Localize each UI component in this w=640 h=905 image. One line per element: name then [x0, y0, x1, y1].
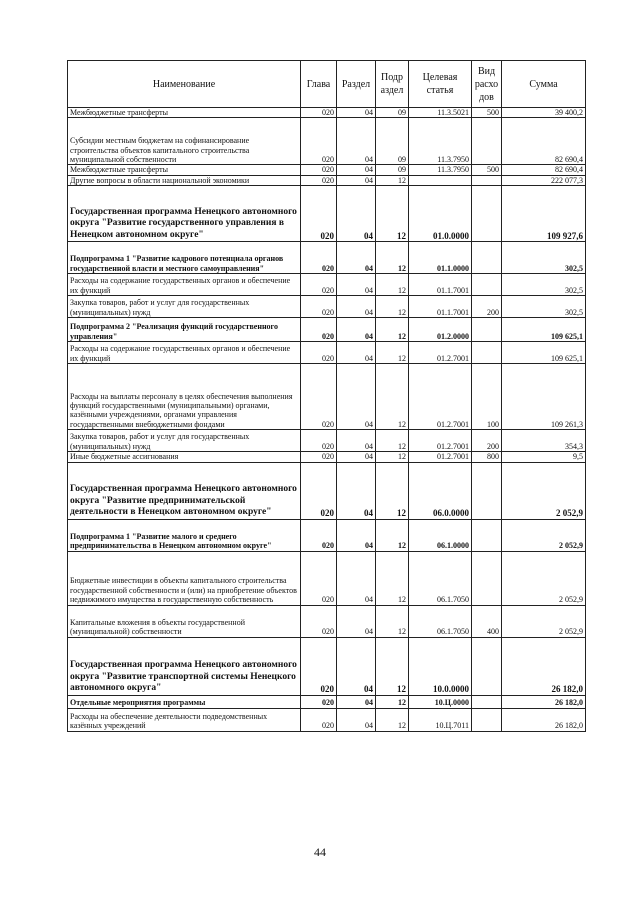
budget-table-container: [67, 60, 585, 732]
cell-chapter: 020: [301, 637, 337, 695]
cell-target: 06.1.0000: [409, 519, 472, 551]
cell-sum: 39 400,2: [502, 108, 586, 118]
cell-chapter: 020: [301, 342, 337, 364]
cell-kind: 800: [472, 452, 502, 462]
cell-name: Расходы на содержание государственных органов и обеспечение их функций: [68, 342, 301, 364]
cell-target: 01.2.0000: [409, 318, 472, 342]
cell-chapter: 020: [301, 708, 337, 731]
cell-subsection: 12: [376, 452, 409, 462]
cell-section: 04: [337, 108, 376, 118]
cell-sum: 2 052,9: [502, 462, 586, 519]
cell-name: Государственная программа Ненецкого автономного округа "Развитие предпринимательской деятельности в Ненецком автономном округе": [68, 462, 301, 519]
cell-subsection: 12: [376, 637, 409, 695]
cell-section: 04: [337, 242, 376, 274]
cell-name: Бюджетные инвестиции в объекты капитального строительства государственной собственности и (или) на приобретение объектов недвижимого имущества в государственную собственность: [68, 551, 301, 605]
cell-target: 10.Ц.7011: [409, 708, 472, 731]
table-row: [68, 318, 586, 342]
cell-name: Подпрограмма 2 "Реализация функций государственного управления": [68, 318, 301, 342]
cell-section: 04: [337, 186, 376, 242]
cell-target: 01.1.0000: [409, 242, 472, 274]
cell-kind: [472, 708, 502, 731]
cell-target: 11.3.7950: [409, 165, 472, 175]
cell-target: 10.Ц.0000: [409, 695, 472, 708]
cell-name: Расходы на содержание государственных органов и обеспечение их функций: [68, 274, 301, 296]
cell-section: 04: [337, 165, 376, 175]
cell-chapter: 020: [301, 605, 337, 637]
cell-target: 01.2.7001: [409, 364, 472, 430]
cell-chapter: 020: [301, 175, 337, 185]
cell-subsection: 12: [376, 430, 409, 452]
table-row: [68, 695, 586, 708]
table-row: [68, 274, 586, 296]
cell-sum: 82 690,4: [502, 118, 586, 165]
cell-section: 04: [337, 637, 376, 695]
cell-subsection: 09: [376, 165, 409, 175]
cell-name: Закупка товаров, работ и услуг для государственных (муниципальных) нужд: [68, 296, 301, 318]
cell-target: [409, 175, 472, 185]
cell-kind: [472, 519, 502, 551]
header-sum: Сумма: [502, 61, 586, 108]
cell-kind: 400: [472, 605, 502, 637]
table-row: [68, 186, 586, 242]
table-row: [68, 108, 586, 118]
cell-sum: 302,5: [502, 274, 586, 296]
cell-sum: 26 182,0: [502, 637, 586, 695]
cell-subsection: 12: [376, 186, 409, 242]
header-subsection: Подр аздел: [376, 61, 409, 108]
cell-kind: [472, 186, 502, 242]
cell-name: Расходы на выплаты персоналу в целях обеспечения выполнения функций государственными (муниципальными) органами, казёнными учреждениями, органами управления государственными внебюджетными фондами: [68, 364, 301, 430]
cell-chapter: 020: [301, 118, 337, 165]
cell-kind: [472, 342, 502, 364]
cell-name: Подпрограмма 1 "Развитие малого и среднего предпринимательства в Ненецком автономном округе": [68, 519, 301, 551]
cell-name: Закупка товаров, работ и услуг для государственных (муниципальных) нужд: [68, 430, 301, 452]
header-name: Наименование: [68, 61, 301, 108]
header-kind: Вид расхо дов: [472, 61, 502, 108]
cell-chapter: 020: [301, 430, 337, 452]
cell-chapter: 020: [301, 695, 337, 708]
table-row: [68, 430, 586, 452]
cell-target: 11.3.7950: [409, 118, 472, 165]
table-row: [68, 175, 586, 185]
cell-subsection: 12: [376, 462, 409, 519]
budget-table: [67, 60, 586, 732]
cell-chapter: 020: [301, 186, 337, 242]
table-row: [68, 551, 586, 605]
cell-kind: [472, 551, 502, 605]
cell-section: 04: [337, 605, 376, 637]
cell-section: 04: [337, 519, 376, 551]
cell-name: Иные бюджетные ассигнования: [68, 452, 301, 462]
cell-section: 04: [337, 364, 376, 430]
cell-chapter: 020: [301, 462, 337, 519]
table-row: [68, 605, 586, 637]
cell-section: 04: [337, 430, 376, 452]
table-row: [68, 708, 586, 731]
cell-section: 04: [337, 175, 376, 185]
cell-sum: 9,5: [502, 452, 586, 462]
cell-chapter: 020: [301, 364, 337, 430]
cell-chapter: 020: [301, 318, 337, 342]
table-row: [68, 165, 586, 175]
cell-target: 06.0.0000: [409, 462, 472, 519]
cell-target: 06.1.7050: [409, 605, 472, 637]
cell-target: 01.1.7001: [409, 296, 472, 318]
cell-target: 01.2.7001: [409, 452, 472, 462]
cell-chapter: 020: [301, 108, 337, 118]
header-section: Раздел: [337, 61, 376, 108]
header-target: Целевая статья: [409, 61, 472, 108]
cell-subsection: 09: [376, 118, 409, 165]
cell-chapter: 020: [301, 165, 337, 175]
cell-subsection: 12: [376, 708, 409, 731]
cell-kind: [472, 318, 502, 342]
cell-sum: 26 182,0: [502, 695, 586, 708]
cell-name: Другие вопросы в области национальной экономики: [68, 175, 301, 185]
cell-section: 04: [337, 318, 376, 342]
cell-sum: 2 052,9: [502, 551, 586, 605]
cell-section: 04: [337, 695, 376, 708]
cell-sum: 302,5: [502, 242, 586, 274]
cell-chapter: 020: [301, 551, 337, 605]
cell-chapter: 020: [301, 519, 337, 551]
cell-subsection: 12: [376, 274, 409, 296]
cell-target: 11.3.5021: [409, 108, 472, 118]
cell-target: 01.0.0000: [409, 186, 472, 242]
table-row: [68, 342, 586, 364]
cell-chapter: 020: [301, 296, 337, 318]
cell-section: 04: [337, 296, 376, 318]
cell-subsection: 12: [376, 519, 409, 551]
cell-sum: 2 052,9: [502, 519, 586, 551]
cell-sum: 302,5: [502, 296, 586, 318]
cell-sum: 109 625,1: [502, 342, 586, 364]
table-row: [68, 462, 586, 519]
cell-kind: 500: [472, 165, 502, 175]
cell-name: Государственная программа Ненецкого автономного округа "Развитие транспортной системы Ненецкого автономного округа": [68, 637, 301, 695]
cell-section: 04: [337, 452, 376, 462]
cell-subsection: 12: [376, 695, 409, 708]
cell-chapter: 020: [301, 242, 337, 274]
cell-sum: 354,3: [502, 430, 586, 452]
cell-sum: 82 690,4: [502, 165, 586, 175]
cell-kind: 200: [472, 296, 502, 318]
cell-subsection: 12: [376, 175, 409, 185]
cell-kind: [472, 118, 502, 165]
table-row: [68, 452, 586, 462]
cell-target: 01.2.7001: [409, 430, 472, 452]
cell-name: Подпрограмма 1 "Развитие кадрового потенциала органов государственной власти и местного самоуправления": [68, 242, 301, 274]
cell-section: 04: [337, 118, 376, 165]
cell-subsection: 12: [376, 318, 409, 342]
cell-sum: 2 052,9: [502, 605, 586, 637]
cell-subsection: 12: [376, 551, 409, 605]
cell-chapter: 020: [301, 452, 337, 462]
cell-name: Отдельные мероприятия программы: [68, 695, 301, 708]
cell-subsection: 12: [376, 605, 409, 637]
cell-kind: [472, 274, 502, 296]
cell-section: 04: [337, 462, 376, 519]
cell-subsection: 12: [376, 364, 409, 430]
table-header-row: [68, 61, 586, 108]
cell-target: 10.0.0000: [409, 637, 472, 695]
cell-kind: [472, 695, 502, 708]
cell-name: Государственная программа Ненецкого автономного округа "Развитие государственного управления в Ненецком автономном округе": [68, 186, 301, 242]
cell-kind: 500: [472, 108, 502, 118]
cell-name: Капитальные вложения в объекты государственной (муниципальной) собственности: [68, 605, 301, 637]
cell-kind: [472, 242, 502, 274]
cell-kind: 100: [472, 364, 502, 430]
cell-kind: [472, 462, 502, 519]
cell-kind: 200: [472, 430, 502, 452]
cell-section: 04: [337, 342, 376, 364]
table-row: [68, 519, 586, 551]
cell-section: 04: [337, 708, 376, 731]
table-row: [68, 296, 586, 318]
cell-kind: [472, 175, 502, 185]
cell-subsection: 09: [376, 108, 409, 118]
table-row: [68, 364, 586, 430]
cell-subsection: 12: [376, 296, 409, 318]
page-number: 44: [314, 845, 326, 859]
cell-name: Межбюджетные трансферты: [68, 108, 301, 118]
table-row: [68, 118, 586, 165]
cell-target: 01.2.7001: [409, 342, 472, 364]
cell-sum: 26 182,0: [502, 708, 586, 731]
cell-name: Межбюджетные трансферты: [68, 165, 301, 175]
cell-chapter: 020: [301, 274, 337, 296]
cell-subsection: 12: [376, 242, 409, 274]
cell-subsection: 12: [376, 342, 409, 364]
cell-target: 06.1.7050: [409, 551, 472, 605]
cell-target: 01.1.7001: [409, 274, 472, 296]
table-row: [68, 242, 586, 274]
cell-sum: 109 261,3: [502, 364, 586, 430]
cell-kind: [472, 637, 502, 695]
header-chapter: Глава: [301, 61, 337, 108]
cell-section: 04: [337, 274, 376, 296]
cell-sum: 109 625,1: [502, 318, 586, 342]
table-row: [68, 637, 586, 695]
cell-sum: 109 927,6: [502, 186, 586, 242]
cell-section: 04: [337, 551, 376, 605]
cell-sum: 222 077,3: [502, 175, 586, 185]
cell-name: Расходы на обеспечение деятельности подведомственных казённых учреждений: [68, 708, 301, 731]
cell-name: Субсидии местным бюджетам на софинансирование строительства объектов капитального строительства муниципальной собственности: [68, 118, 301, 165]
